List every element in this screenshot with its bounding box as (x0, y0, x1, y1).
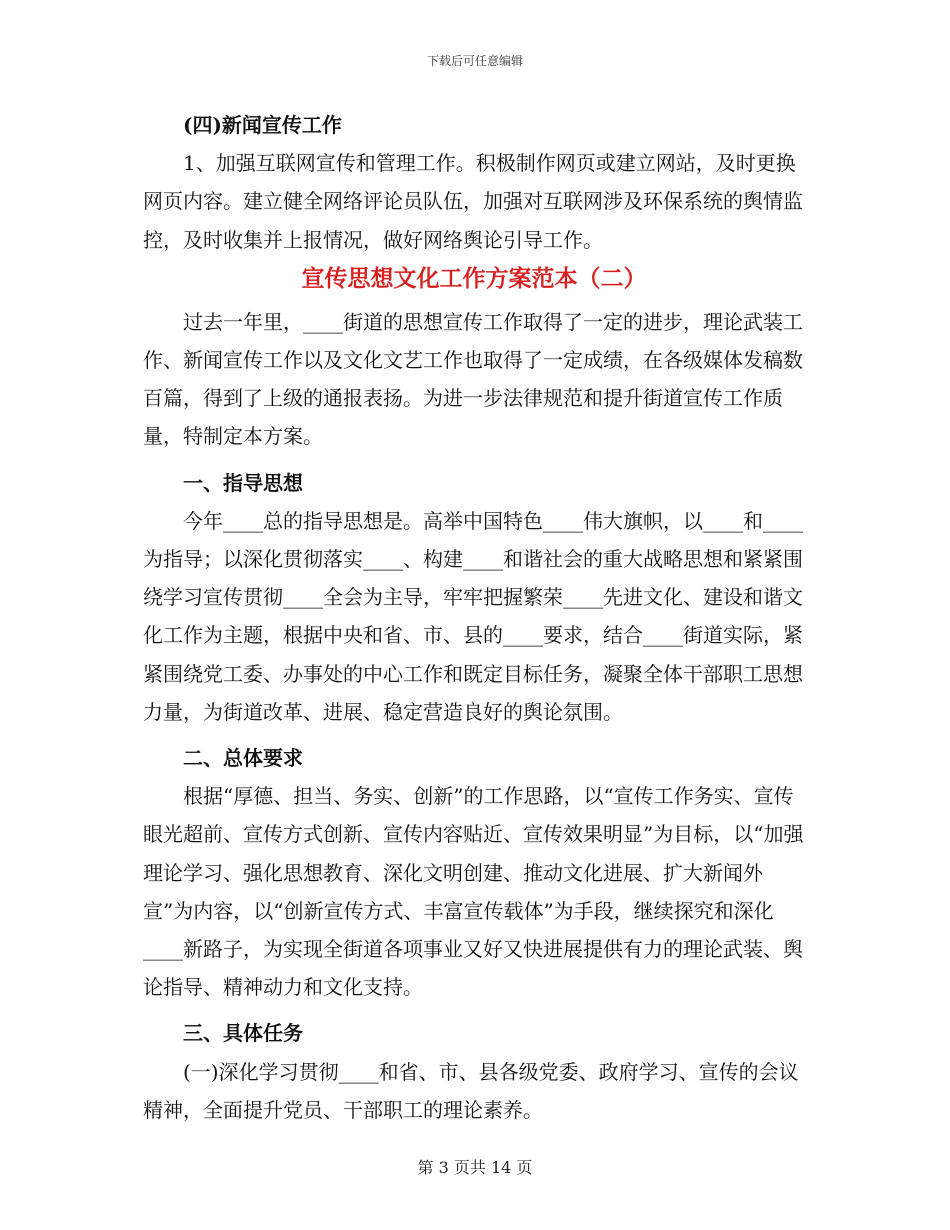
paragraph-general-requirements: 根据“厚德、担当、务实、创新”的工作思路，以“宣传工作务实、宣传眼光超前、宣传方式创新、宣传内容贴近、宣传效果明显”为目标，以“加强理论学习、强化思想教育、深化文明创建、推动文化进展、扩大新闻外宣”为内容，以“创新宣传方式、丰富宣传载体”为手段，继续探究和深化____新路子，为实现全街道各项事业又好又快进展提供有力的理论武装、舆论指导、精神动力和文化支持。 (143, 784, 804, 1000)
paragraph-guiding-thought: 今年____总的指导思想是。高举中国特色____伟大旗帜，以____和____为指导；以深化贯彻落实____、构建____和谐社会的重大战略思想和紧紧围绕学习宣传贯彻____全会为主导，牢牢把握繁荣____先进文化、建设和谐文化工作为主题，根据中央和省、市、县的____要求，结合____街道实际，紧紧围绕党工委、办事处的中心工作和既定目标任务，凝聚全体干部职工思想力量，为街道改革、进展、稳定营造良好的舆论氛围。 (143, 508, 803, 724)
spacer (143, 731, 805, 739)
document-body (143, 106, 805, 1129)
page-header: 下载后可任意编辑 (426, 54, 523, 68)
spacer (143, 456, 805, 464)
document-title: 宣传思想文化工作方案范本（二） (301, 264, 647, 292)
section-heading-guiding-thought: 一、指导思想 (183, 470, 303, 495)
section-heading-general-requirements: 二、总体要求 (183, 746, 303, 771)
section-heading-news: (四)新闻宣传工作 (183, 113, 342, 137)
paragraph-news-1: 1、加强互联网宣传和管理工作。积极制作网页或建立网站，及时更换网页内容。建立健全网络评论员队伍，加强对互联网涉及环保系统的舆情监控，及时收集并上报情况，做好网络舆论引导工作。 (143, 151, 803, 252)
section-heading-specific-tasks: 三、具体任务 (183, 1021, 303, 1046)
spacer (143, 1006, 805, 1014)
paragraph-intro: 过去一年里，____街道的思想宣传工作取得了一定的进步，理论武装工作、新闻宣传工作以及文化文艺工作也取得了一定成绩，在各级媒体发稿数百篇，得到了上级的通报表扬。为进一步法律规范和提升街道宣传工作质量，特制定本方案。 (143, 309, 803, 449)
paragraph-specific-tasks-1: (一)深化学习贯彻____和省、市、县各级党委、政府学习、宣传的会议精神，全面提升党员、干部职工的理论素养。 (143, 1059, 799, 1122)
page-footer: 第 3 页共 14 页 (417, 1158, 533, 1177)
